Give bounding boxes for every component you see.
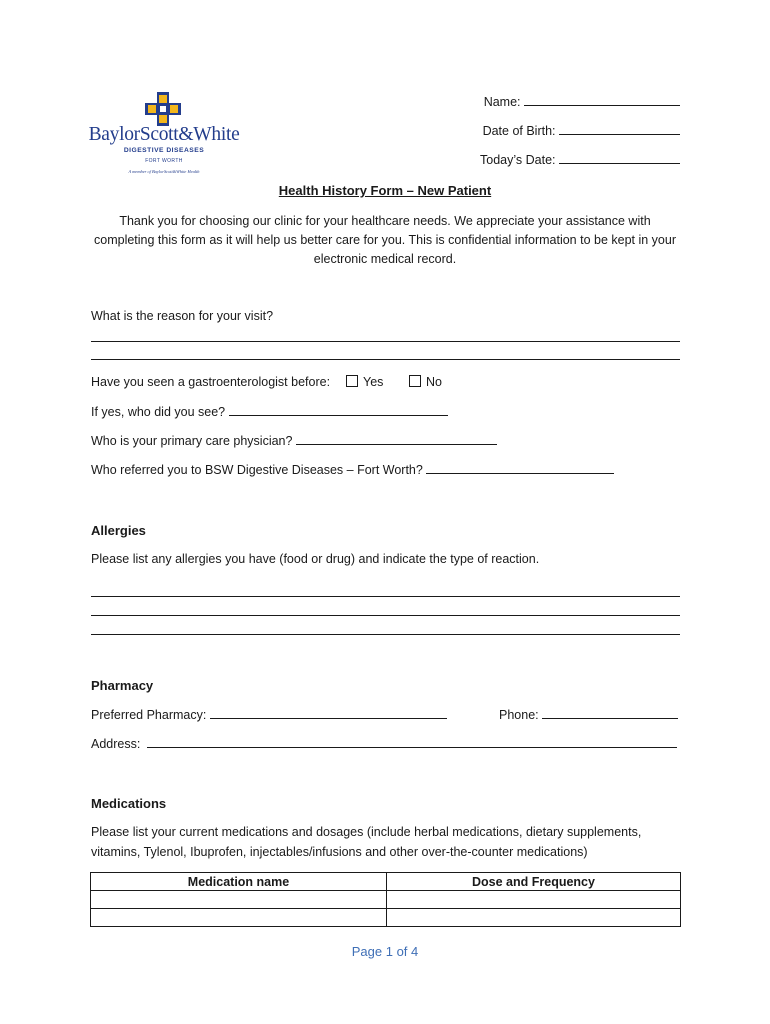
todays-date-blank[interactable] bbox=[559, 152, 680, 164]
baylor-scott-white-logo bbox=[88, 92, 240, 182]
table-row bbox=[91, 909, 681, 927]
referred-by-field[interactable] bbox=[91, 462, 614, 477]
baylor-scott-white-cross-icon bbox=[145, 92, 181, 126]
referred-by-label: Who referred you to BSW Digestive Diseases – Fort Worth? bbox=[91, 463, 427, 477]
medication-name-cell[interactable] bbox=[91, 909, 387, 927]
no-checkbox-icon[interactable] bbox=[409, 375, 421, 387]
who-seen-blank[interactable] bbox=[229, 404, 448, 416]
allergies-line[interactable] bbox=[91, 596, 680, 597]
gastroenterologist-question bbox=[91, 375, 330, 389]
preferred-pharmacy-field[interactable] bbox=[91, 707, 447, 722]
no-option[interactable] bbox=[409, 375, 442, 389]
form-title: Health History Form – New Patient bbox=[278, 183, 492, 198]
yes-option[interactable] bbox=[346, 375, 383, 389]
no-label: No bbox=[426, 375, 442, 389]
reason-for-visit-line[interactable] bbox=[91, 359, 680, 360]
who-seen-label: If yes, who did you see? bbox=[91, 405, 229, 419]
medications-heading: Medications bbox=[91, 796, 167, 811]
allergies-heading: Allergies bbox=[91, 523, 146, 538]
allergies-line[interactable] bbox=[91, 634, 680, 635]
pharmacy-address-blank[interactable] bbox=[147, 736, 677, 748]
medications-table bbox=[90, 872, 681, 927]
preferred-pharmacy-blank[interactable] bbox=[210, 707, 447, 719]
yes-checkbox-icon[interactable] bbox=[346, 375, 358, 387]
table-row bbox=[91, 891, 681, 909]
reason-for-visit-label: What is the reason for your visit? bbox=[91, 309, 274, 323]
primary-care-label: Who is your primary care physician? bbox=[91, 434, 296, 448]
intro-paragraph: Thank you for choosing our clinic for your healthcare needs. We appreciate your assistance with completing this form as it will help us better care for you. This is confidential information to be kept in your electronic medical record. bbox=[94, 214, 676, 266]
gastroenterologist-question-text: Have you seen a gastroenterologist before: bbox=[91, 375, 331, 389]
medication-name-header: Medication name bbox=[91, 873, 387, 891]
allergies-prompt: Please list any allergies you have (food or drug) and indicate the type of reaction. bbox=[91, 552, 540, 566]
name-label: Name: bbox=[483, 95, 524, 109]
todays-date-field[interactable] bbox=[480, 152, 680, 167]
todays-date-label: Today’s Date: bbox=[480, 153, 559, 167]
pharmacy-address-field[interactable] bbox=[91, 736, 677, 751]
logo-location: FORT WORTH bbox=[145, 158, 183, 164]
logo-subtitle: DIGESTIVE DISEASES bbox=[123, 147, 205, 154]
name-field[interactable] bbox=[484, 94, 680, 109]
name-blank[interactable] bbox=[524, 94, 680, 106]
pharmacy-phone-field[interactable] bbox=[499, 707, 678, 722]
medications-prompt-line2: vitamins, Tylenol, Ibuprofen, injectables/infusions and other over-the-counter medications) bbox=[91, 845, 588, 859]
dob-label: Date of Birth: bbox=[482, 124, 559, 138]
preferred-pharmacy-label: Preferred Pharmacy: bbox=[91, 708, 210, 722]
dose-frequency-header: Dose and Frequency bbox=[387, 873, 681, 891]
yes-label: Yes bbox=[363, 375, 384, 389]
table-header-row bbox=[91, 873, 681, 891]
pharmacy-phone-blank[interactable] bbox=[542, 707, 678, 719]
dose-frequency-cell[interactable] bbox=[387, 891, 681, 909]
referred-by-blank[interactable] bbox=[426, 462, 614, 474]
primary-care-blank[interactable] bbox=[296, 433, 497, 445]
pharmacy-heading: Pharmacy bbox=[91, 678, 154, 693]
page-number: Page 1 of 4 bbox=[351, 944, 419, 959]
dob-blank[interactable] bbox=[559, 123, 680, 135]
primary-care-field[interactable] bbox=[91, 433, 497, 448]
dob-field[interactable] bbox=[483, 123, 680, 138]
medication-name-cell[interactable] bbox=[91, 891, 387, 909]
pharmacy-phone-label: Phone: bbox=[499, 708, 543, 722]
allergies-line[interactable] bbox=[91, 615, 680, 616]
who-seen-field[interactable] bbox=[91, 404, 448, 419]
logo-brand-text: BaylorScott&White bbox=[88, 124, 240, 145]
dose-frequency-cell[interactable] bbox=[387, 909, 681, 927]
logo-tagline: A member of BaylorScott&White Health bbox=[128, 169, 200, 174]
medications-prompt-line1: Please list your current medications and dosages (include herbal medications, dietary supplements, bbox=[91, 825, 642, 839]
reason-for-visit-line[interactable] bbox=[91, 341, 680, 342]
pharmacy-address-label: Address: bbox=[91, 737, 144, 751]
